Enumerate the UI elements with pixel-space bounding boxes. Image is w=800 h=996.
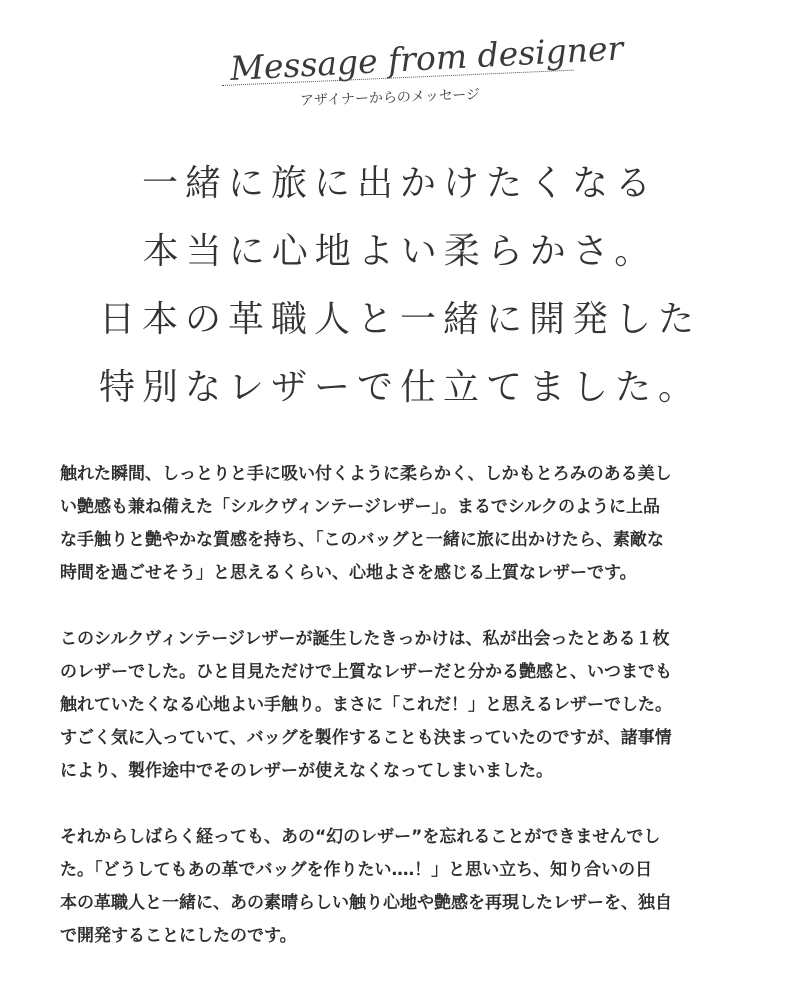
- headline-line: 本当に心地よい柔らかさ。: [142, 231, 658, 272]
- paragraph-line: それからしばらく経っても、あの“幻のレザー”を忘れることができませんでし: [60, 827, 661, 847]
- paragraph-line: 時間を過ごせそう」と思えるくらい、心地よさを感じる上質なレザーです。: [60, 563, 637, 583]
- script-title: Message from designer: [229, 28, 625, 89]
- body-copy: [60, 458, 742, 986]
- paragraph-line: このシルクヴィンテージレザーが誕生したきっかけは、私が出会ったとある１枚: [60, 629, 670, 649]
- paragraph-line: い艶感も兼ね備えた「シルクヴィンテージレザー」。まるでシルクのように上品: [60, 497, 661, 517]
- headline-line: 特別なレザーで仕立てました。: [98, 367, 701, 408]
- paragraph-line: 触れた瞬間、しっとりと手に吸い付くように柔らかく、しかもとろみのある美し: [60, 464, 672, 484]
- paragraph-2: [60, 623, 742, 788]
- paragraph-line: すごく気に入っていて、バッグを製作することも決まっていたのですが、諸事情: [60, 728, 672, 748]
- paragraph-line: た。「どうしてもあの革でバッグを作りたい‥‥！」と思い立ち、知り合いの日: [60, 860, 653, 880]
- paragraph-line: により、製作途中でそのレザーが使えなくなってしまいました。: [60, 761, 553, 781]
- subtitle: アザイナーからのメッセージ: [299, 86, 481, 110]
- paragraph-line: で開発することにしたのです。: [60, 926, 297, 946]
- paragraph-line: 本の革職人と一緒に、あの素晴らしい触り心地や艶感を再現したレザーを、独自: [60, 893, 672, 913]
- headline: [0, 150, 800, 422]
- headline-line: 日本の革職人と一緒に開発した: [98, 299, 701, 340]
- paragraph-line: 触れていたくなる心地よい手触り。まさに「これだ！」と思えるレザーでした。: [60, 695, 672, 715]
- paragraph-line: な手触りと艶やかな質感を持ち、「このバッグと一緒に旅に出かけたら、素敵な: [60, 530, 664, 550]
- paragraph-line: のレザーでした。ひと目見ただけで上質なレザーだと分かる艶感と、いつまでも: [60, 662, 672, 682]
- paragraph-1: [60, 458, 742, 590]
- paragraph-3: [60, 821, 742, 953]
- headline-line: 一緒に旅に出かけたくなる: [141, 163, 658, 204]
